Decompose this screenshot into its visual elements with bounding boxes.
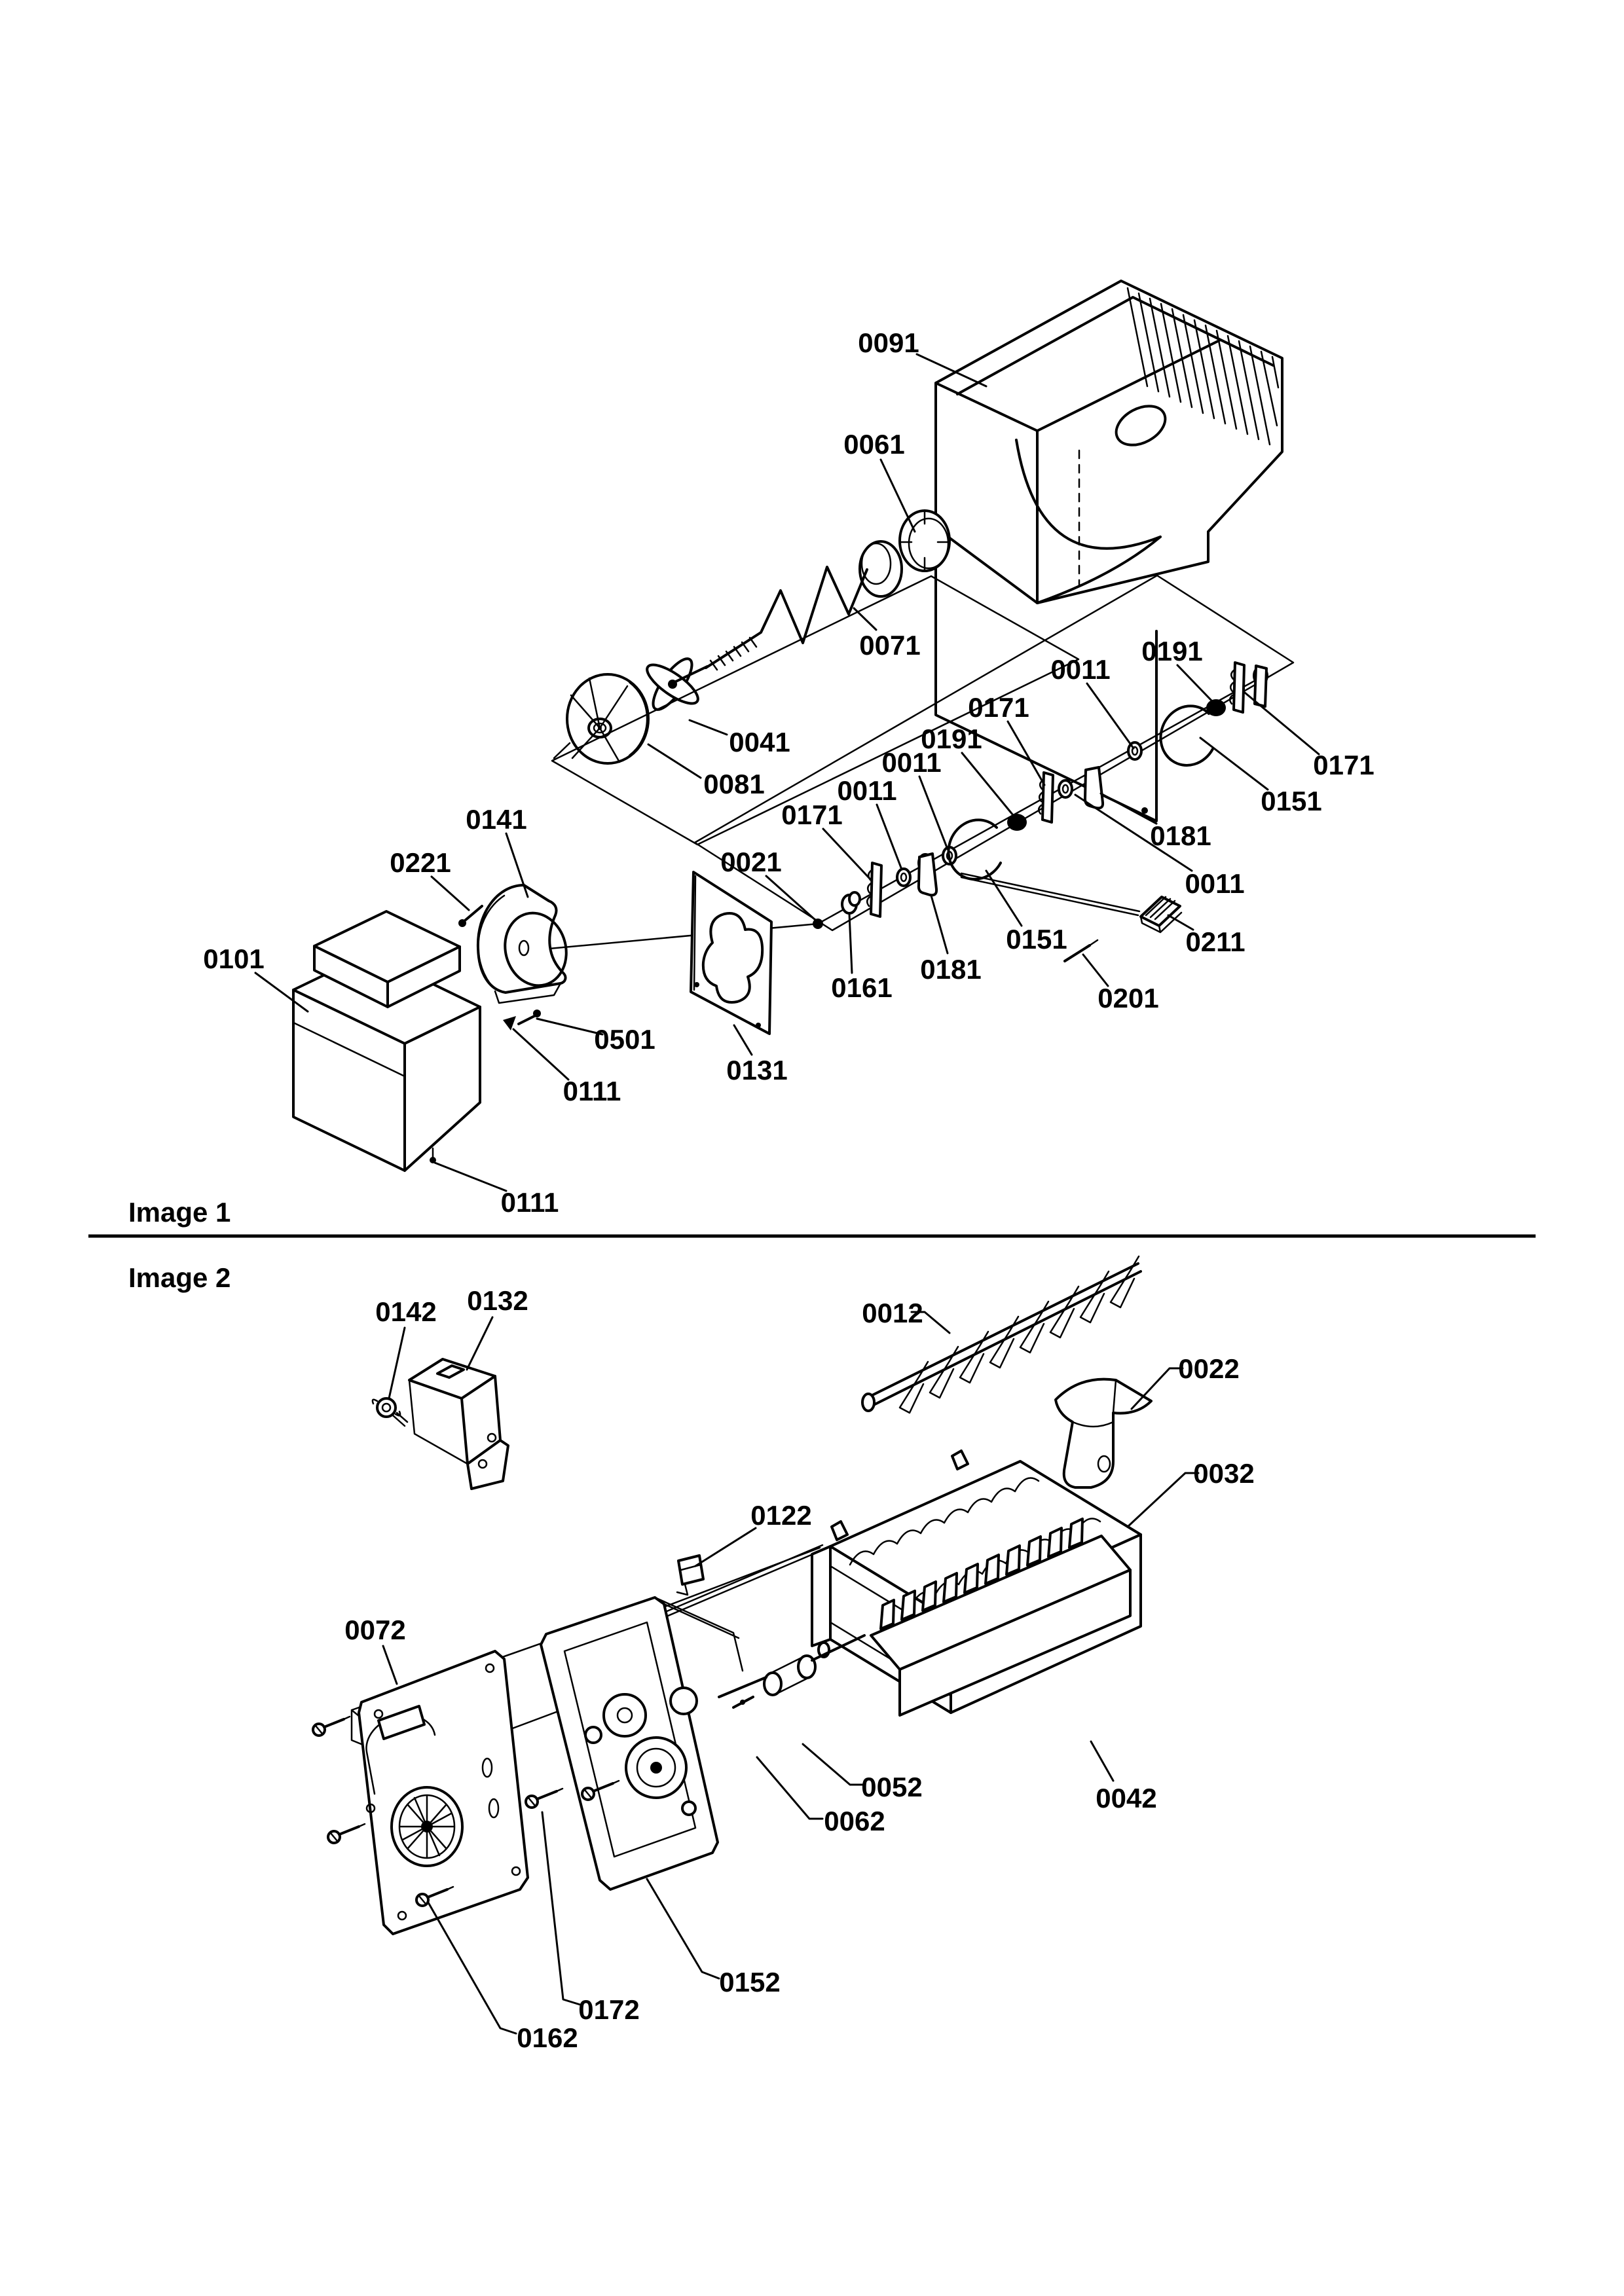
part-label-0161: 0161 [831,972,893,1003]
nut-right [1206,699,1226,716]
image1-diagram [203,281,1374,1218]
fill-cup [1056,1379,1151,1487]
part-label-0032: 0032 [1193,1458,1255,1489]
part-label-0132: 0132 [467,1285,528,1316]
part-label-0081: 0081 [703,769,765,799]
part-label-0171-c: 0171 [968,692,1029,723]
link-left [919,854,936,895]
part-label-0131: 0131 [726,1055,788,1085]
ribbed-block [1141,897,1181,932]
part-label-0162: 0162 [517,2022,578,2053]
screw-0221 [458,906,482,927]
rivet-0111 [430,1148,436,1163]
ice-bucket [936,281,1282,821]
part-label-0172: 0172 [578,1994,640,2025]
retainer-clip-right [1230,663,1244,712]
part-label-0191-a: 0191 [1141,636,1203,666]
screw-0501 [519,1010,541,1024]
part-label-0142: 0142 [375,1296,437,1327]
part-label-0122: 0122 [750,1500,812,1531]
part-label-0011-d: 0011 [881,747,942,778]
part-label-0191-b: 0191 [921,723,982,754]
nut-left [1007,814,1027,831]
part-label-0041: 0041 [729,727,790,757]
part-label-0171-b: 0171 [781,799,843,830]
part-label-0011-a: 0011 [1050,654,1111,685]
clutch-disc [900,511,950,571]
part-label-0052: 0052 [861,1772,923,1802]
part-label-0012: 0012 [862,1298,923,1328]
part-label-0151-b: 0151 [1006,924,1067,955]
image2-diagram [313,1256,1255,2053]
part-label-0062: 0062 [824,1806,885,1836]
part-label-0151-a: 0151 [1261,786,1322,816]
section-title-image2: Image 2 [128,1262,231,1293]
part-label-0181-b: 0181 [920,954,982,985]
motor-housing [478,885,574,1003]
part-label-0061: 0061 [843,429,905,460]
part-label-0201: 0201 [1098,983,1159,1013]
wing-nut [373,1398,407,1426]
part-label-0042: 0042 [1096,1783,1157,1813]
clip-0111 [503,1016,516,1030]
foam-block [293,911,480,1171]
part-label-0011-b: 0011 [1185,868,1245,899]
drive-rod [961,873,1139,915]
part-label-0171-a: 0171 [1313,750,1375,780]
part-label-0101: 0101 [203,943,265,974]
part-label-0072: 0072 [344,1614,406,1645]
part-label-0141: 0141 [466,804,527,835]
fan-blade [642,653,707,715]
auger-motor-rotor [554,674,648,763]
shutoff-clip [677,1556,703,1595]
end-arm [1255,666,1266,706]
section-title-image1: Image 1 [128,1197,231,1228]
c-ring-left [948,820,1001,879]
pin [1065,940,1098,961]
part-label-0181-a: 0181 [1150,820,1211,851]
mounting-bracket [409,1359,508,1489]
part-label-0091: 0091 [858,327,919,358]
part-label-0111-b: 0111 [500,1187,559,1218]
bushing [842,892,860,913]
part-label-0501: 0501 [594,1024,655,1055]
gear-housing [541,1597,743,1889]
part-label-0022: 0022 [1178,1353,1240,1384]
part-label-0111-a: 0111 [563,1076,621,1106]
part-label-0152: 0152 [719,1967,781,1997]
part-label-0221: 0221 [390,847,451,878]
part-label-0021: 0021 [720,847,782,877]
part-label-0071: 0071 [859,630,921,661]
part-label-0011-c: 0011 [837,775,897,806]
mounting-plate [691,872,771,1034]
part-label-0211: 0211 [1185,926,1246,957]
